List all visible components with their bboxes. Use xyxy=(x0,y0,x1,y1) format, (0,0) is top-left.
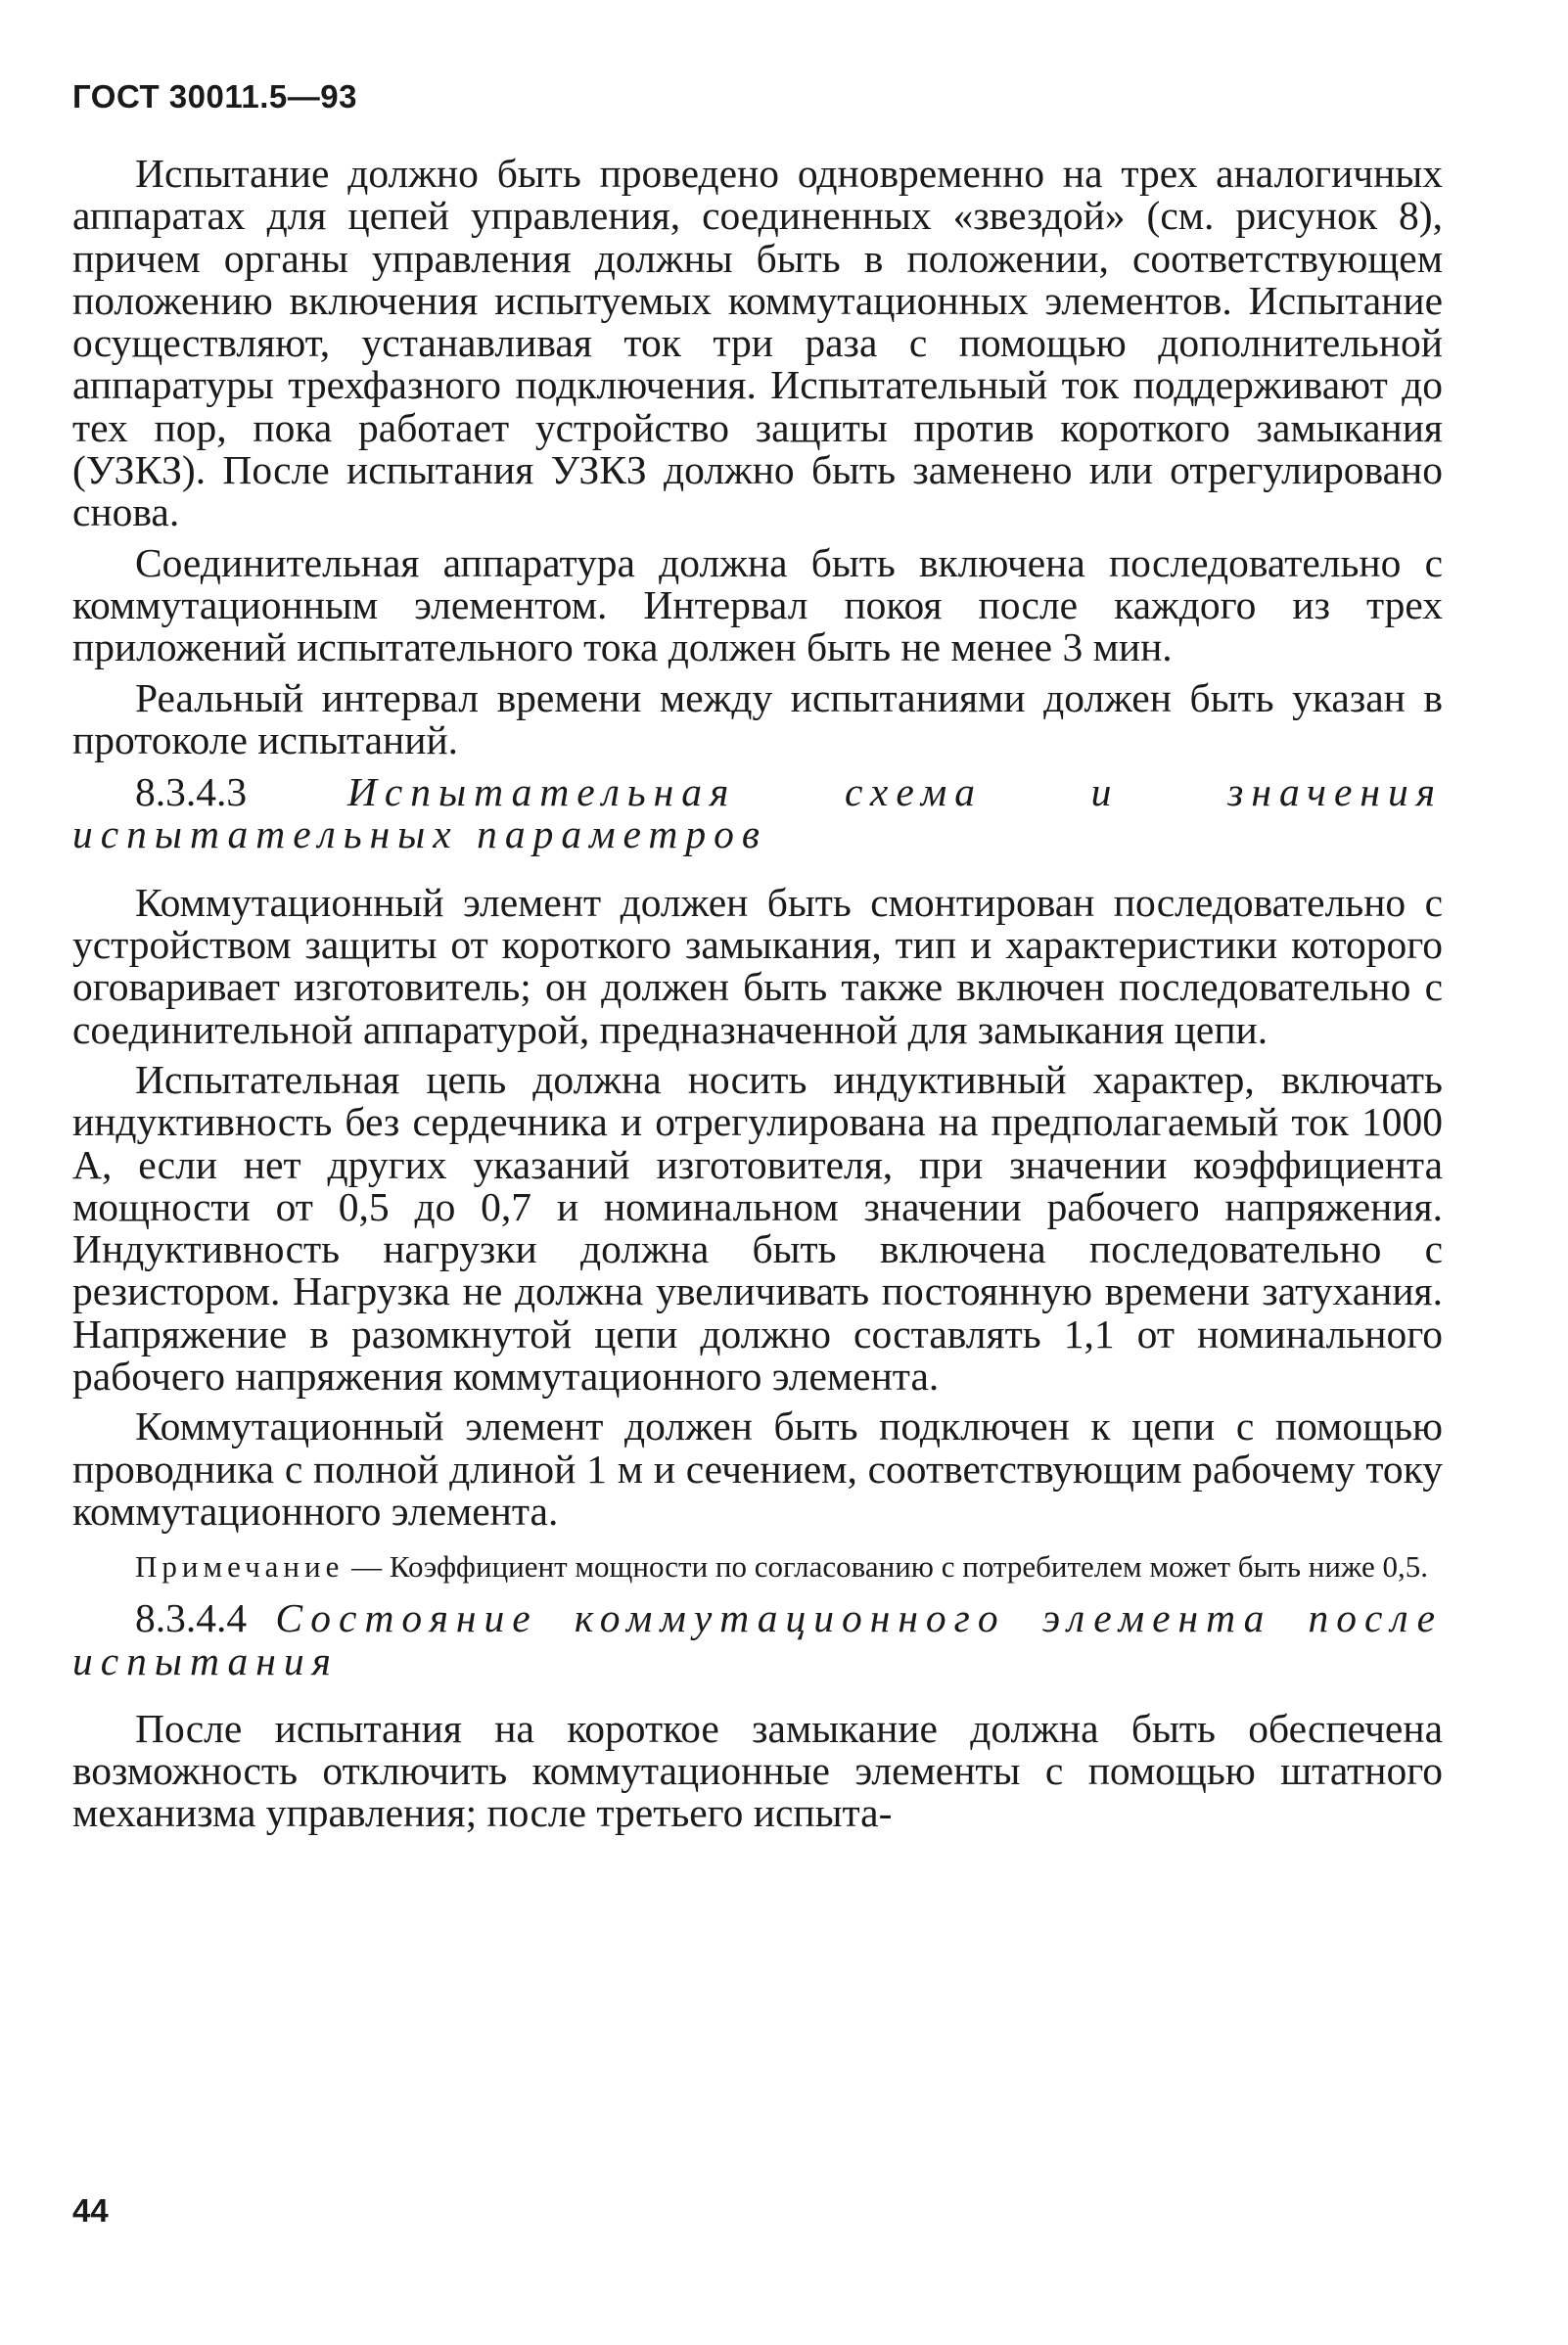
section-number: 8.3.4.3 xyxy=(135,769,248,815)
paragraph: Реальный интервал времени между испытаниями должен быть указан в протоколе испытаний. xyxy=(72,674,1443,762)
section-title: Испытательная схема и значения испытательных параметров xyxy=(72,769,1443,857)
paragraph: Испытательная цепь должна носить индуктивный характер, включать индуктивность без сердечника и отрегулирована на предполагаемый ток 1000 А, если нет других указаний изготовителя, при значении коэффициента мощности от 0,5 до 0,7 и номинальном значении рабочего напряжения. Индуктивность нагрузки должна быть включена последовательно с резистором. Нагрузка не должна увеличивать постоянную времени затухания. Напряжение в разомкнутой цепи должно составлять 1,1 от номинального рабочего напряжения коммутационного элемента. xyxy=(72,1056,1443,1400)
note-text: — Коэффициент мощности по согласованию с потребителем может быть ниже 0,5. xyxy=(344,1549,1429,1585)
section-heading xyxy=(72,1597,1443,1682)
document-page xyxy=(72,78,1443,1843)
paragraph: После испытания на короткое замыкание должна быть обеспечена возможность отключить коммутационные элементы с помощью штатного механизма управления; после третьего испыта- xyxy=(72,1705,1443,1836)
paragraph: Соединительная аппаратура должна быть включена последовательно с коммутационным элементом. Интервал покоя после каждого из трех приложений испытательного тока должен быть не менее 3 мин. xyxy=(72,539,1443,670)
paragraph: Коммутационный элемент должен быть подключен к цепи с помощью проводника с полной длиной 1 м и сечением, соответствующим рабочему току коммутационного элемента. xyxy=(72,1403,1443,1534)
note xyxy=(72,1550,1443,1584)
page-header: ГОСТ 30011.5—93 xyxy=(72,78,357,115)
note-label: Примечание xyxy=(135,1549,345,1585)
section-title: Состояние коммутационного элемента после испытания xyxy=(72,1595,1443,1683)
paragraph: Испытание должно быть проведено одновременно на трех аналогичных аппаратах для цепей управления, соединенных «звездой» (см. рисунок 8), причем органы управления должны быть в положении, соответствующем положению включения испытуемых коммутационных элементов. Испытание осуществляют, устанавливая ток три раза с помощью дополнительной аппаратуры трехфазного подключения. Испытательный ток поддерживают до тех пор, пока работает устройство защиты против короткого замыкания (УЗКЗ). После испытания УЗКЗ должно быть заменено или отрегулировано снова. xyxy=(72,151,1443,535)
page-number: 44 xyxy=(72,2192,109,2229)
section-heading xyxy=(72,771,1443,856)
section-number: 8.3.4.4 xyxy=(135,1595,248,1641)
paragraph: Коммутационный элемент должен быть смонтирован последовательно с устройством защиты от короткого замыкания, тип и характеристики которого оговаривает изготовитель; он должен быть также включен последовательно с соединительной аппаратурой, предназначенной для замыкания цепи. xyxy=(72,879,1443,1052)
